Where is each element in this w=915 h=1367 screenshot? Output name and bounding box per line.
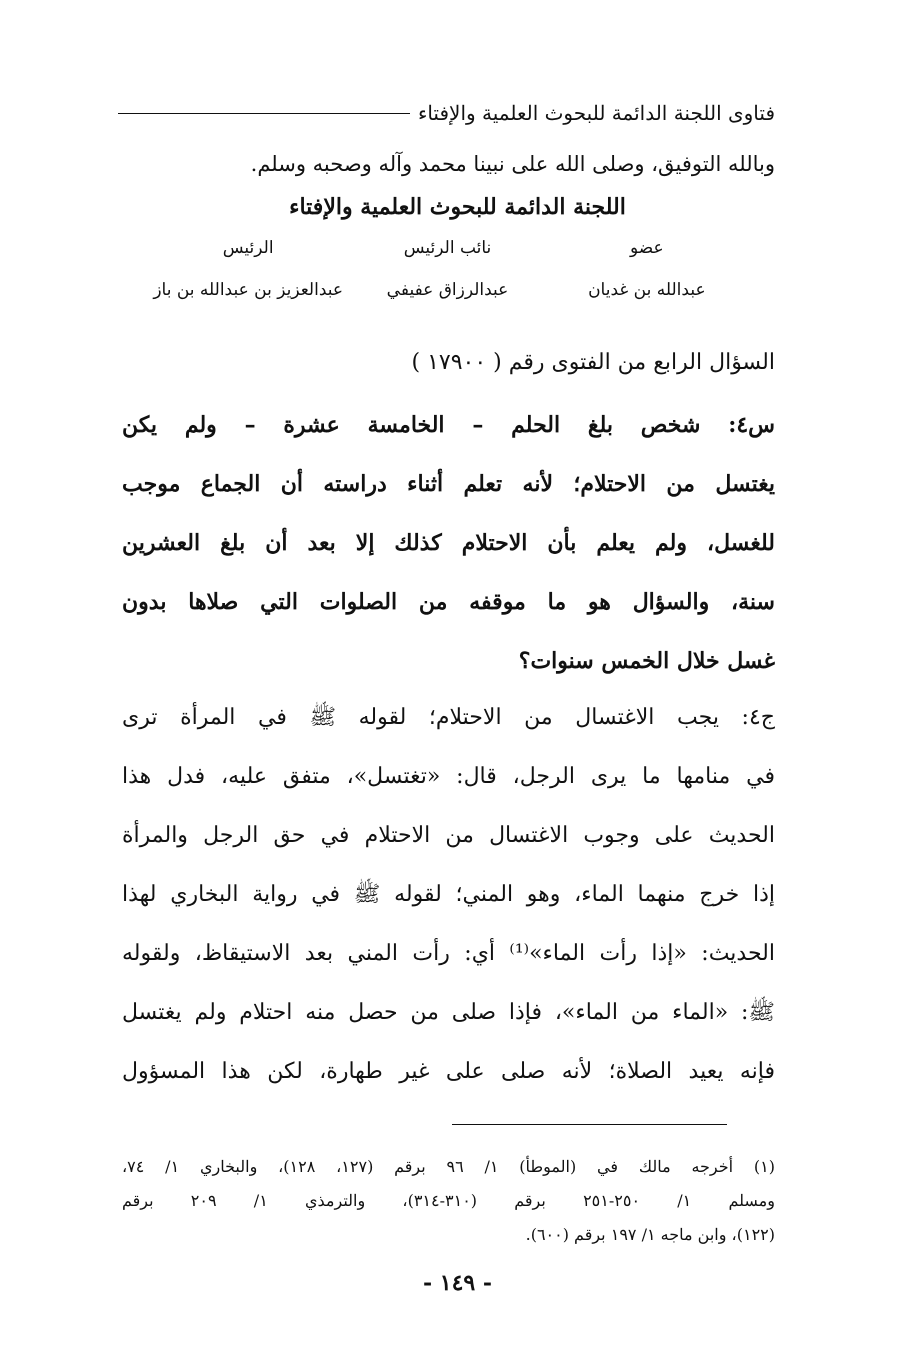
answer-text	[122, 688, 775, 1101]
signatory-name: عبدالرزاق عفيفي	[386, 280, 509, 300]
question-line: يغتسل من الاحتلام؛ لأنه تعلم أثناء دراسته أن الجماع موجب	[122, 471, 775, 497]
signatory-role: عضو	[629, 238, 664, 258]
running-header-title: فتاوى اللجنة الدائمة للبحوث العلمية والإفتاء	[417, 101, 775, 125]
signatory-name: عبدالعزيز بن عبدالله بن باز	[153, 280, 344, 300]
footnote-line: (١٢٢)، وابن ماجه ١/ ١٩٧ برقم (٦٠٠).	[525, 1225, 775, 1244]
signatory-role: الرئيس	[222, 238, 274, 258]
signatory-names	[150, 280, 745, 300]
answer-line: فإنه يعيد الصلاة؛ لأنه صلى على غير طهارة، لكن هذا المسؤول	[122, 1059, 775, 1084]
answer-line: في منامها ما يرى الرجل، قال: «تغتسل»، متفق عليه، فدل هذا	[122, 764, 775, 789]
answer-line: الحديث: «إذا رأت الماء»⁽¹⁾ أي: رأت المني بعد الاستيقاظ، ولقوله	[122, 941, 775, 966]
answer-line: الحديث على وجوب الاغتسال من الاحتلام في حق الرجل والمرأة	[122, 823, 775, 848]
committee-name: اللجنة الدائمة للبحوث العلمية والإفتاء	[289, 194, 626, 220]
question-line: غسل خلال الخمس سنوات؟	[518, 648, 775, 674]
answer-line: ﷺ: «الماء من الماء»، فإذا صلى من حصل منه احتلام ولم يغتسل	[122, 1000, 775, 1025]
footnote-line: (١) أخرجه مالك في (الموطأ) ١/ ٩٦ برقم (١٢٧، ١٢٨)، والبخاري ١/ ٧٤،	[122, 1157, 775, 1176]
closing-formula: وبالله التوفيق، وصلى الله على نبينا محمد وآله وصحبه وسلم.	[250, 152, 775, 176]
answer-line: ج٤: يجب الاغتسال من الاحتلام؛ لقوله ﷺ في المرأة ترى	[122, 705, 775, 730]
question-text	[122, 396, 775, 691]
answer-line: إذا خرج منهما الماء، وهو المني؛ لقوله ﷺ في رواية البخاري لهذا	[122, 882, 775, 907]
running-header-rule	[118, 113, 410, 114]
question-line: س٤: شخص بلغ الحلم – الخامسة عشرة – ولم يكن	[122, 412, 775, 438]
footnote-separator	[452, 1124, 727, 1125]
page-number: - ١٤٩ -	[422, 1270, 493, 1296]
running-header	[118, 98, 775, 128]
question-line: للغسل، ولم يعلم بأن الاحتلام كذلك إلا بعد أن بلغ العشرين	[122, 530, 775, 556]
footnote-line: ومسلم ١/ ٢٥٠-٢٥١ برقم (٣١٠-٣١٤)، والترمذي ١/ ٢٠٩ برقم	[122, 1191, 775, 1210]
question-title: السؤال الرابع من الفتوى رقم ( ١٧٩٠٠ )	[411, 350, 775, 375]
footnote	[122, 1150, 775, 1252]
signatory-role: نائب الرئيس	[403, 238, 492, 258]
question-line: سنة، والسؤال هو ما موقفه من الصلوات التي صلاها بدون	[122, 589, 775, 615]
signatory-roles	[150, 238, 745, 258]
signatory-name: عبدالله بن غديان	[588, 280, 706, 300]
